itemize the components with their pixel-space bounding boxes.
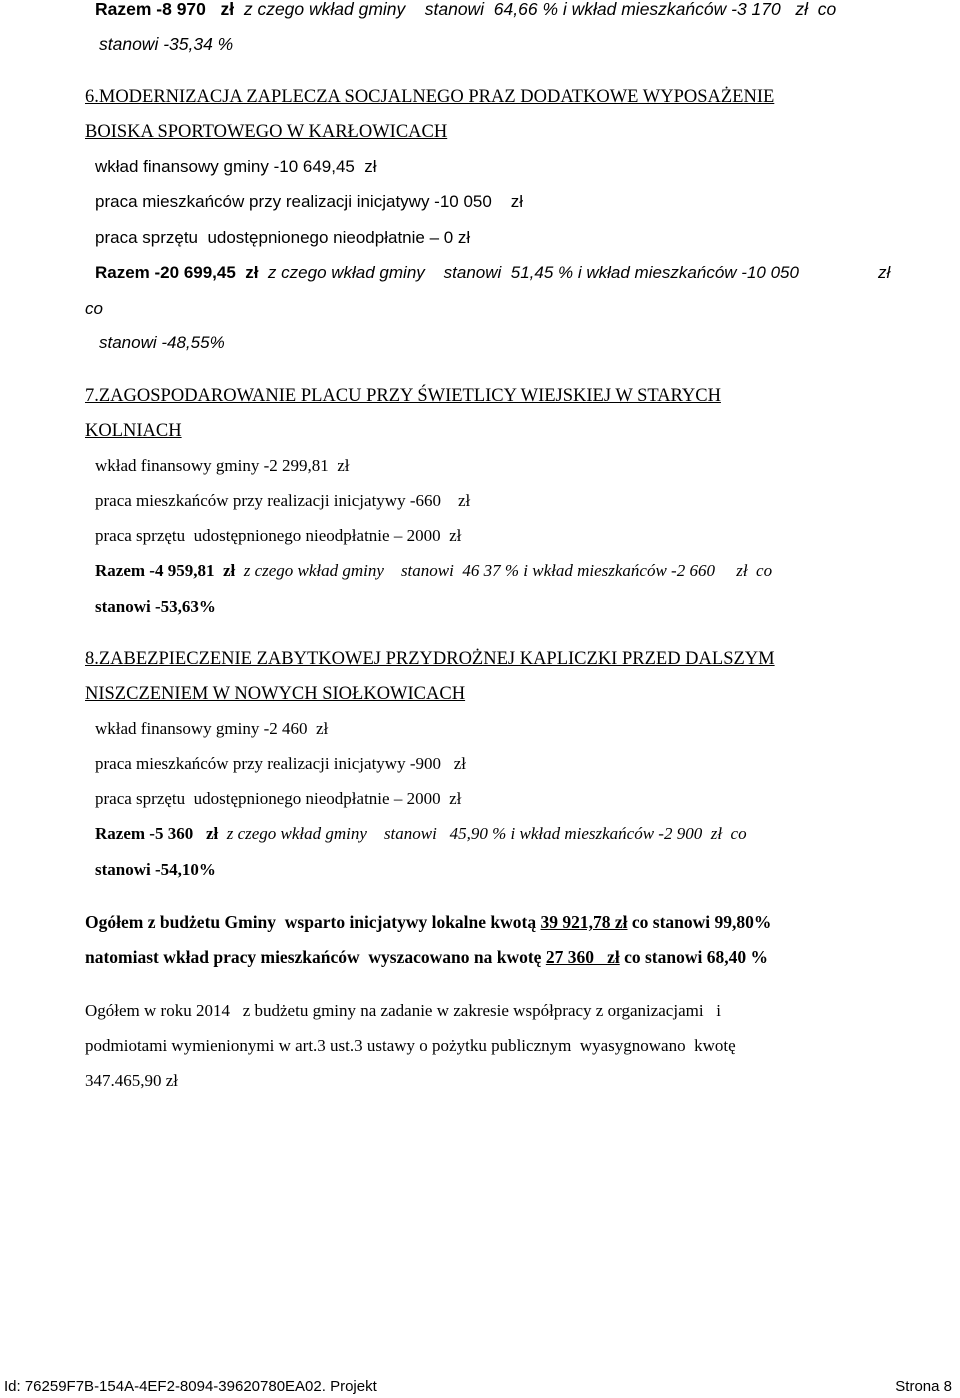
- section-6-title-line-1: 6.MODERNIZACJA ZAPLECZA SOCJALNEGO PRAZ DODATKOWE WYPOSAŻENIE: [85, 87, 775, 107]
- summary-line-2: [85, 946, 768, 968]
- summary-gmina-amount: 39 921,78 zł: [540, 912, 628, 932]
- section-6-co: co: [85, 299, 103, 318]
- section-7-razem: Razem -4 959,81 zł: [95, 561, 236, 580]
- year-line-1: Ogółem w roku 2014 z budżetu gminy na zadanie w zakresie współpracy z organizacjami i: [85, 1001, 722, 1020]
- section-8-title-line-1: 8.ZABEZPIECZENIE ZABYTKOWEJ PRZYDROŻNEJ KAPLICZKI PRZED DALSZYM: [85, 649, 775, 669]
- summary-line-1-pre: Ogółem z budżetu Gminy wsparto inicjatywy lokalne kwotą: [85, 912, 541, 932]
- summary-mieszkancy-amount: 27 360 zł: [545, 947, 620, 967]
- section-8-stanowi: stanowi -54,10%: [95, 860, 216, 879]
- section-8-gmina: wkład finansowy gminy -2 460 zł: [95, 719, 329, 738]
- section-7-razem-rest: z czego wkład gminy stanowi 46 37 % i wkład mieszkańców -2 660 zł co: [235, 561, 773, 580]
- section-7-title-line-2: KOLNIACH: [85, 421, 182, 441]
- top-razem-rest: z czego wkład gminy stanowi 64,66 % i wkład mieszkańców -3 170 zł co: [234, 0, 837, 19]
- section-6-sprzet: praca sprzętu udostępnionego nieodpłatnie – 0 zł: [95, 228, 471, 247]
- section-7-sprzet: praca sprzętu udostępnionego nieodpłatnie – 2000 zł: [95, 526, 462, 545]
- summary-line-2-post: co stanowi 68,40 %: [619, 947, 768, 967]
- top-razem: Razem -8 970 zł: [95, 0, 235, 19]
- year-line-2: podmiotami wymienionymi w art.3 ust.3 ustawy o pożytku publicznym wyasygnowano kwotę: [85, 1036, 736, 1055]
- section-6-title-line-2: BOISKA SPORTOWEGO W KARŁOWICACH: [85, 122, 448, 142]
- year-line-3: 347.465,90 zł: [85, 1071, 179, 1090]
- section-8-razem-line: [95, 823, 747, 845]
- section-8-razem: Razem -5 360 zł: [95, 824, 219, 843]
- section-6-razem-rest: z czego wkład gminy stanowi 51,45 % i wkład mieszkańców -10 050: [258, 263, 799, 282]
- footer-page-number: Strona 8: [895, 1378, 952, 1395]
- section-8-title-line-2: NISZCZENIEM W NOWYCH SIOŁKOWICACH: [85, 684, 466, 704]
- section-7-mieszkancy: praca mieszkańców przy realizacji inicjatywy -660 zł: [95, 491, 471, 510]
- top-summary-line-1: [95, 0, 836, 20]
- section-7-stanowi: stanowi -53,63%: [95, 597, 216, 616]
- section-6-zl: zł: [878, 263, 891, 282]
- section-6-razem-line: [95, 262, 799, 284]
- section-8-razem-rest: z czego wkład gminy stanowi 45,90 % i wkład mieszkańców -2 900 zł co: [218, 824, 747, 843]
- top-summary-line-2: stanowi -35,34 %: [99, 34, 234, 54]
- section-6-stanowi: stanowi -48,55%: [99, 333, 225, 352]
- section-7-gmina: wkład finansowy gminy -2 299,81 zł: [95, 456, 350, 475]
- section-6-mieszkancy: praca mieszkańców przy realizacji inicjatywy -10 050 zł: [95, 192, 523, 211]
- summary-line-1-post: co stanowi 99,80%: [627, 912, 772, 932]
- section-7-title-line-1: 7.ZAGOSPODAROWANIE PLACU PRZY ŚWIETLICY WIEJSKIEJ W STARYCH: [85, 386, 721, 406]
- section-6-gmina: wkład finansowy gminy -10 649,45 zł: [95, 157, 377, 176]
- section-7-razem-line: [95, 560, 772, 582]
- section-8-mieszkancy: praca mieszkańców przy realizacji inicjatywy -900 zł: [95, 754, 466, 773]
- summary-line-2-pre: natomiast wkład pracy mieszkańców wyszacowano na kwotę: [85, 947, 546, 967]
- section-6-razem: Razem -20 699,45 zł: [95, 263, 259, 282]
- summary-line-1: [85, 911, 771, 933]
- section-8-sprzet: praca sprzętu udostępnionego nieodpłatnie – 2000 zł: [95, 789, 462, 808]
- footer-document-id: Id: 76259F7B-154A-4EF2-8094-39620780EA02. Projekt: [4, 1378, 377, 1395]
